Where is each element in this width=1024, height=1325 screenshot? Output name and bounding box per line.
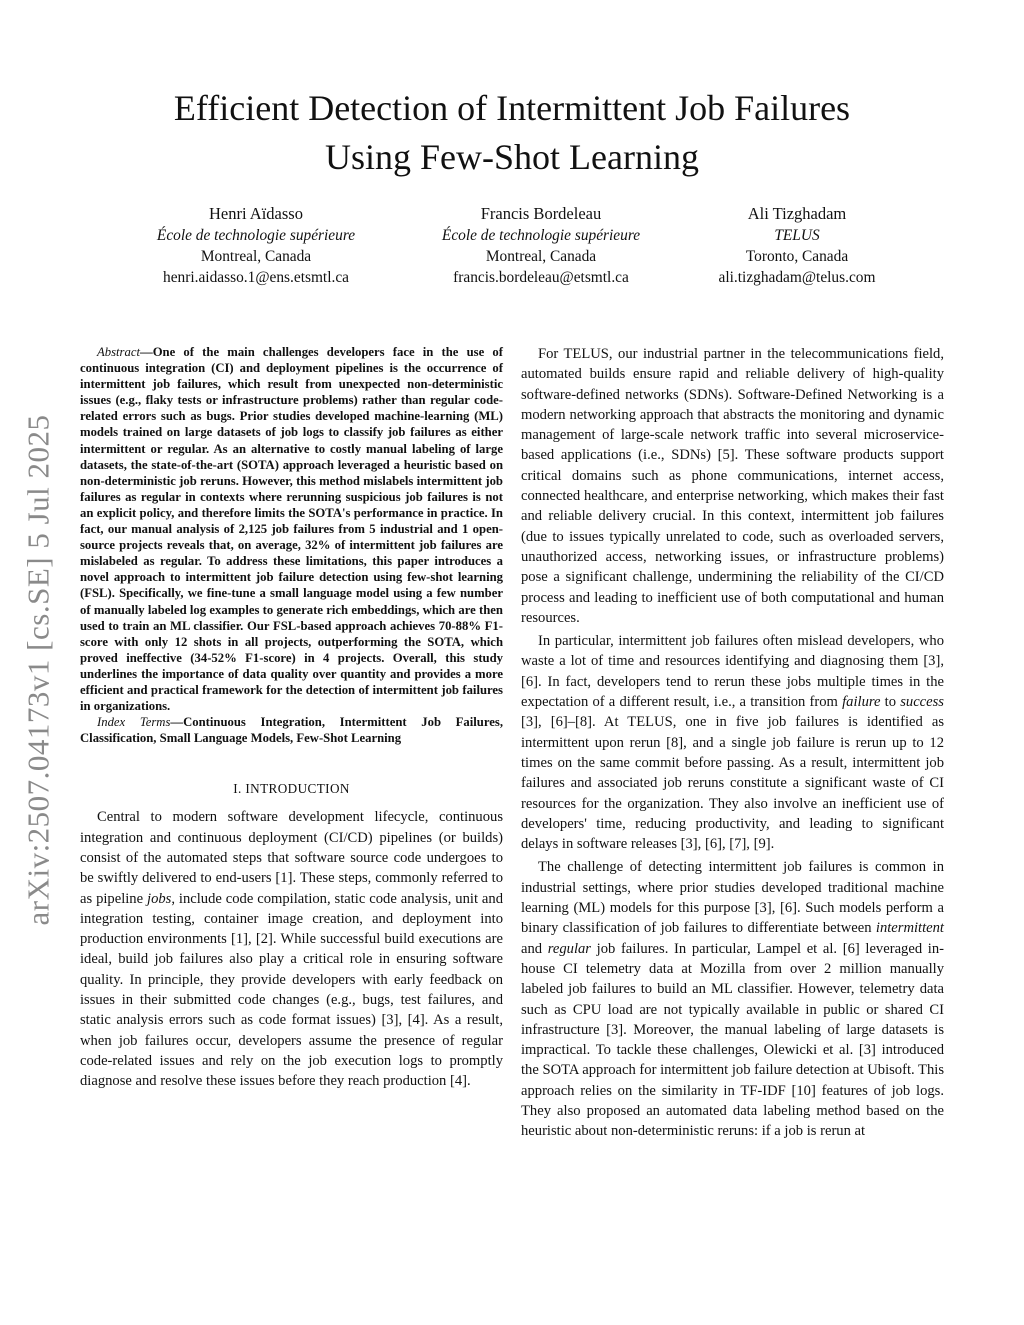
text-run: Central to modern software development lifecycle, continuous integration and continuous deployment (CI/CD) pipelines (or builds) consist of the automated steps that software source code undergoes to be swiftly delivered to end-users [1]. These steps, commonly referred to as pipeline xyxy=(80,809,503,907)
author-location: Toronto, Canada xyxy=(745,248,849,265)
text-run: job failures. In particular, Lampel et al. [6] leveraged in-house CI telemetry data at Mozilla from over 2 million manually labeled job failures to build an ML classifier. However, telemetry data such as CPU load are not typically available in public or shared CI infrastructure [3]. Moreover, the manual labeling of large datasets is impractical. To tackle these challenges, Olewicki et al. [3] introduced the SOTA approach for intermittent job failure detection at Ubisoft. This approach relies on the similarity in TF-IDF [10] features of job logs. They also proposed an automated data labeling method based on the heuristic about non-deterministic reruns: if a job is rerun at xyxy=(521,940,944,1140)
paragraph xyxy=(80,807,503,1091)
abstract-label: Abstract xyxy=(97,345,140,359)
text-run: to xyxy=(880,694,901,711)
emphasis: success xyxy=(900,694,944,711)
text-run: and xyxy=(521,940,548,957)
author-name: Henri Aïdasso xyxy=(209,204,303,223)
author-block-2 xyxy=(421,203,661,288)
author-affiliation: École de technologie supérieure xyxy=(441,227,641,244)
introduction-body-left xyxy=(80,807,503,1091)
index-terms-text: —Continuous Integration, Intermittent Job Failures, Classification, Small Language Models, Few-Shot Learning xyxy=(80,715,504,746)
paragraph xyxy=(521,631,944,854)
abstract-paragraph xyxy=(80,344,503,714)
emphasis: jobs xyxy=(147,890,172,907)
introduction-body-right xyxy=(521,344,944,1142)
paper-title xyxy=(100,84,924,182)
author-location: Montreal, Canada xyxy=(485,248,597,265)
author-location: Montreal, Canada xyxy=(200,248,312,265)
paper-title-line-1: Efficient Detection of Intermittent Job Failures xyxy=(173,88,851,128)
paragraph xyxy=(521,857,944,1141)
emphasis: regular xyxy=(547,940,591,957)
author-email: francis.bordeleau@etsmtl.ca xyxy=(453,269,629,286)
section-heading-introduction: I. INTRODUCTION xyxy=(233,781,350,797)
arxiv-identifier xyxy=(18,390,60,950)
author-affiliation: TELUS xyxy=(774,227,820,244)
right-column xyxy=(521,344,944,1142)
text-run: In particular, intermittent job failures often mislead developers, who waste a lot of time and resources identifying and diagnosing them [3], [6]. In fact, developers tend to rerun these jobs multiple times in the expectation of a different result, i.e., a transition from xyxy=(521,633,944,711)
arxiv-identifier-text: arXiv:2507.04173v1 [cs.SE] 5 Jul 2025 xyxy=(21,414,56,926)
author-email: ali.tizghadam@telus.com xyxy=(718,269,876,286)
text-run: [3], [6]–[8]. At TELUS, one in five job failures is identified as intermittent upon rerun [8], and a single job failure is rerun up to 12 times on the same commit before passing. As a result, intermittent job failures and associated job reruns constitute a significant waste of CI resources for the organization. They also involve an inefficient use of developers' time, reducing productivity, and leading to significant delays in software releases [3], [6], [7], [9]. xyxy=(521,714,944,853)
abstract xyxy=(80,344,503,746)
abstract-text: —One of the main challenges developers face in the use of continuous integration (CI) and deployment pipelines is the occurrence of intermittent job failures, which result from unexpected non-deterministic issues (e.g., flaky tests or infrastructure problems) rather than regular code-related errors such as bugs. Prior studies developed machine-learning (ML) models trained on large datasets of job logs to classify job failures as either intermittent or regular. As an alternative to costly manual labeling of large datasets, the state-of-the-art (SOTA) approach leveraged a heuristic based on non-deterministic job reruns. However, this method mislabels intermittent job failures as regular in contexts where rerunning suspicious job failures is not an explicit policy, and therefore limits the SOTA's performance in practice. In fact, our manual analysis of 2,125 job failures from 5 industrial and 1 open-source projects reveals that, on average, 32% of intermittent job failures are mislabeled as regular. To address these limitations, this paper introduces a novel approach to intermittent job failure detection using few-shot learning (FSL). Specifically, we fine-tune a small language model using a few number of manually labeled log examples to generate rich embeddings, which are then used to train an ML classifier. Our FSL-based approach achieves 70-88% F1-score with only 12 shots in all projects, outperforming the SOTA, which proved ineffective (34-52% F1-score) in 4 projects. Overall, this study underlines the importance of data quality over quantity and provides a more efficient and practical framework for the detection of intermittent job failures in organizations. xyxy=(80,345,503,714)
author-affiliation: École de technologie supérieure xyxy=(156,227,356,244)
text-run: , include code compilation, static code analysis, unit and integration testing, container image creation, and deployment into production environments [1], [2]. While successful build executions are ideal, build job failures also play a critical role in ensuring software quality. In principle, they provide developers with early feedback on issues in their submitted code changes (e.g., bugs, test failures, and static analysis errors such as code format issues) [3], [4]. As a result, when job failures occur, developers assume the presence of regular code-related issues and rely on the job execution logs to promptly diagnose and resolve these issues before they reach production [4]. xyxy=(80,890,503,1090)
emphasis: failure xyxy=(842,694,881,711)
text-run: The challenge of detecting intermittent job failures is common in industrial settings, where prior studies developed traditional machine learning (ML) models for this purpose [3], [6]. Such models perform a binary classification of job failures to differentiate between xyxy=(521,859,944,937)
author-name: Francis Bordeleau xyxy=(480,204,602,223)
author-block-3 xyxy=(697,203,897,288)
author-email: henri.aidasso.1@ens.etsmtl.ca xyxy=(163,269,349,286)
index-terms-label: Index Terms xyxy=(97,715,171,730)
paragraph: For TELUS, our industrial partner in the telecommunications field, automated builds ensure rapid and reliable delivery of high-quality software-defined networks (SDNs). Software-Defined Networking is a modern networking approach that abstracts the monitoring and dynamic management of large-scale network traffic into several microservice-based applications (i.e., SDNs) [5]. These software products support critical domains such as phone communications, internet access, connected healthcare, and enterprise networking, which makes their fast and reliable delivery crucial. In this context, intermittent job failures (due to issues typically unrelated to code, such as overloaded servers, unauthorized access, networking issues, or infrastructure problems) pose a significant challenge, undermining the reliability of the CI/CD process and leading to inefficient use of both computational and human resources. xyxy=(521,346,944,626)
author-name: Ali Tizghadam xyxy=(747,204,847,223)
paper-title-line-2: Using Few-Shot Learning xyxy=(325,137,699,177)
emphasis: intermittent xyxy=(875,920,944,937)
author-block-1 xyxy=(136,203,376,288)
index-terms xyxy=(80,714,503,746)
left-column xyxy=(80,344,503,1092)
